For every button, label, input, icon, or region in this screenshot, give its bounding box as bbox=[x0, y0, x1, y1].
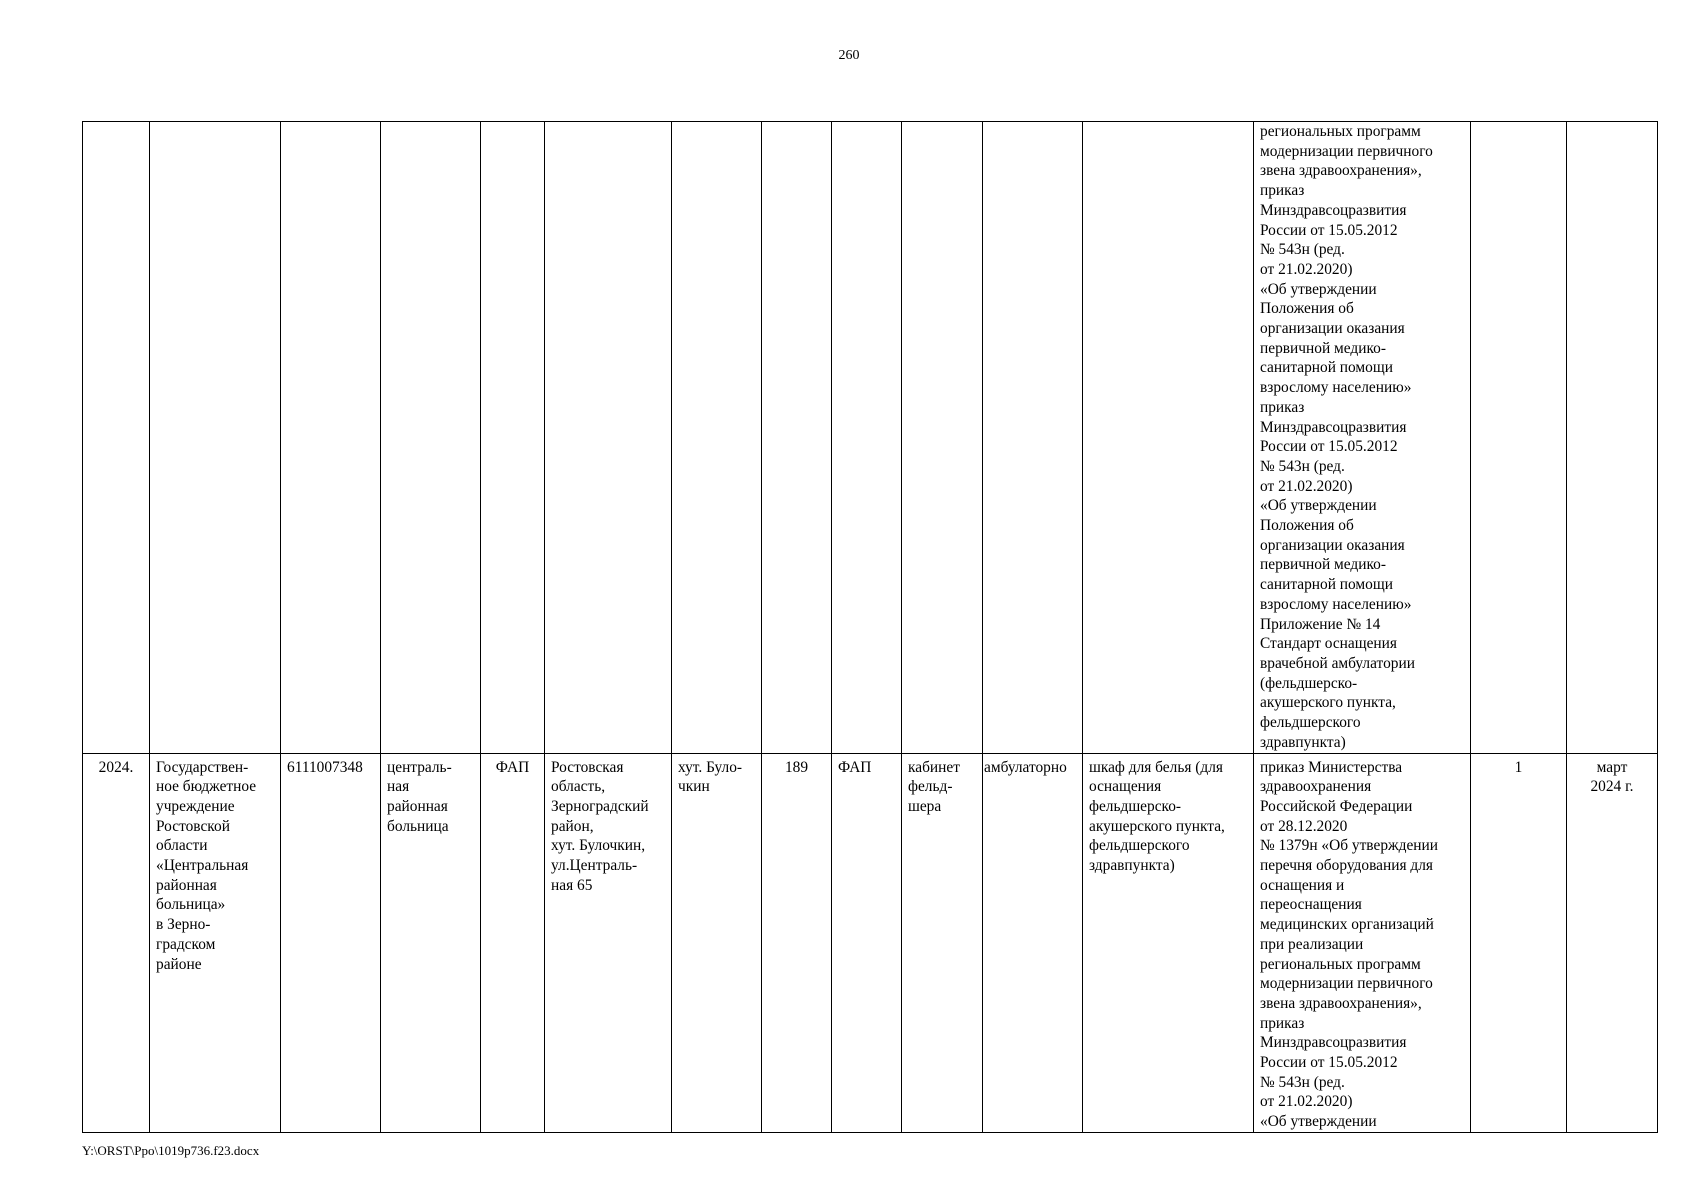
cell-care-condition bbox=[983, 122, 1083, 754]
cell-population: 189 bbox=[762, 753, 832, 1132]
cell-population bbox=[762, 122, 832, 754]
table-row-2024 bbox=[83, 753, 1658, 1132]
cell-org-type: централь- ная районная больница bbox=[381, 753, 481, 1132]
cell-legal-basis: региональных программ модернизации первичного звена здравоохранения», приказ Минздравсоцразвития России от 15.05.2012 № 543н (ред. от 21.02.2020) «Об утверждении Положения об организации оказания первичной медико- санитарной помощи взрослому населению» приказ Минздравсоцразвития России от 15.05.2012 № 543н (ред. от 21.02.2020) «Об утверждении Положения об организации оказания первичной медико- санитарной помощи взрослому населению» Приложение № 14 Стандарт оснащения врачебной амбулатории (фельдшерско- акушерского пункта, фельдшерского здравпункта) bbox=[1254, 122, 1471, 754]
cell-number bbox=[83, 122, 150, 754]
cell-unit-type bbox=[481, 122, 545, 754]
cell-number: 2024. bbox=[83, 753, 150, 1132]
cell-room bbox=[902, 122, 983, 754]
cell-unit-type: ФАП bbox=[481, 753, 545, 1132]
equipment-table bbox=[82, 121, 1658, 1133]
cell-care-condition: амбулаторно bbox=[983, 753, 1083, 1132]
cell-organization bbox=[150, 122, 281, 754]
footer-file-path: Y:\ORST\Ppo\1019p736.f23.docx bbox=[82, 1143, 260, 1158]
cell-org-type bbox=[381, 122, 481, 754]
cell-legal-basis: приказ Министерства здравоохранения Российской Федерации от 28.12.2020 № 1379н «Об утверждении перечня оборудования для оснащения и переоснащения медицинских организаций при реализации региональных программ модернизации первичного звена здравоохранения», приказ Минздравсоцразвития России от 15.05.2012 № 543н (ред. от 21.02.2020) «Об утверждении bbox=[1254, 753, 1471, 1132]
cell-quantity: 1 bbox=[1471, 753, 1567, 1132]
cell-facility bbox=[832, 122, 902, 754]
table-row-continuation bbox=[83, 122, 1658, 754]
cell-organization: Государствен- ное бюджетное учреждение Ростовской области «Центральная районная больница» в Зерно- градском районе bbox=[150, 753, 281, 1132]
cell-quantity bbox=[1471, 122, 1567, 754]
cell-address bbox=[545, 122, 672, 754]
page-number: 260 bbox=[838, 48, 860, 63]
cell-settlement bbox=[672, 122, 762, 754]
cell-equipment: шкаф для белья (для оснащения фельдшерско- акушерского пункта, фельдшерского здравпункта) bbox=[1083, 753, 1254, 1132]
cell-deadline bbox=[1567, 122, 1658, 754]
cell-inn bbox=[281, 122, 381, 754]
cell-settlement: хут. Було- чкин bbox=[672, 753, 762, 1132]
cell-address: Ростовская область, Зерноградский район, хут. Булочкин, ул.Централь- ная 65 bbox=[545, 753, 672, 1132]
cell-equipment bbox=[1083, 122, 1254, 754]
cell-facility: ФАП bbox=[832, 753, 902, 1132]
cell-room: кабинет фельд- шера bbox=[902, 753, 983, 1132]
cell-deadline: март 2024 г. bbox=[1567, 753, 1658, 1132]
cell-inn: 6111007348 bbox=[281, 753, 381, 1132]
